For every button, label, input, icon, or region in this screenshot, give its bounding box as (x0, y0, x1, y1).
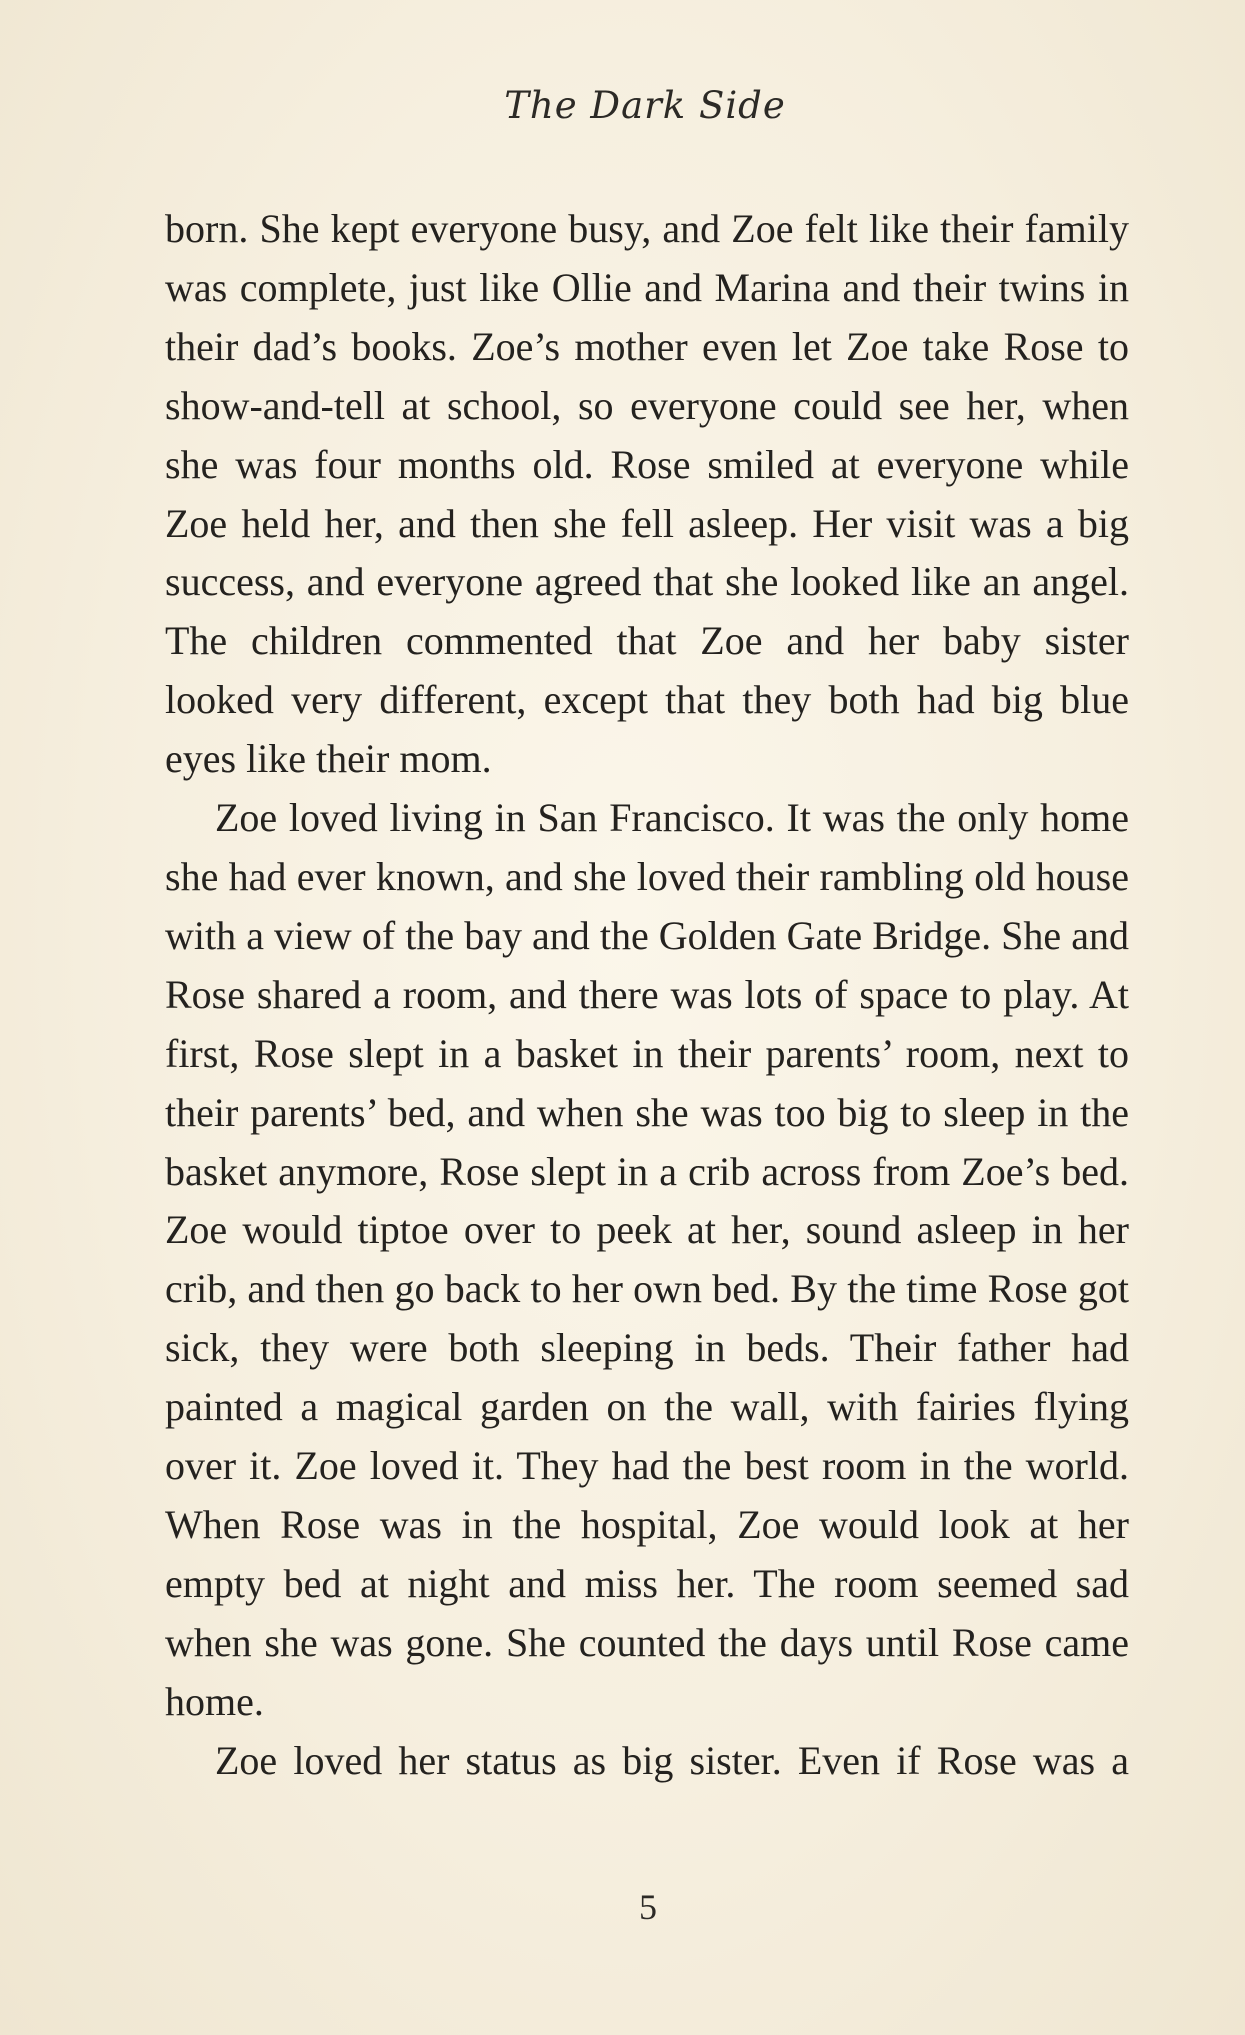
page-number: 5 (639, 1887, 657, 1927)
paragraph: Zoe loved living in San Francisco. It was the only home she had ever known, and she loved their rambling old house with a view of the bay and the Golden Gate Bridge. She and Rose shared a room, and there was lots of space to play. At first, Rose slept in a basket in their parents’ room, next to their parents’ bed, and when she was too big to sleep in the basket anymore, Rose slept in a crib across from Zoe’s bed. Zoe would tiptoe over to peek at her, sound asleep in her crib, and then go back to her own bed. By the time Rose got sick, they were both sleeping in beds. Their father had painted a magical garden on the wall, with fairies flying over it. Zoe loved it. They had the best room in the world. When Rose was in the hospital, Zoe would look at her empty bed at night and miss her. The room seemed sad when she was gone. She counted the days until Rose came home. (165, 795, 1129, 1724)
running-head: The Dark Side (504, 84, 786, 127)
paragraph: Zoe loved her status as big sister. Even if Rose was a (215, 1737, 1129, 1783)
paragraph: born. She kept everyone busy, and Zoe felt like their family was complete, just like Ollie and Marina and their twins in their dad’s books. Zoe’s mother even let Zoe take Rose to show-and-tell at school, so everyone could see her, when she was four months old. Rose smiled at everyone while Zoe held her, and then she fell asleep. Her visit was a big success, and everyone agreed that she looked like an angel. The children commented that Zoe and her baby sister looked very different, except that they both had big blue eyes like their mom. (165, 206, 1129, 782)
body-text (165, 200, 1129, 1790)
